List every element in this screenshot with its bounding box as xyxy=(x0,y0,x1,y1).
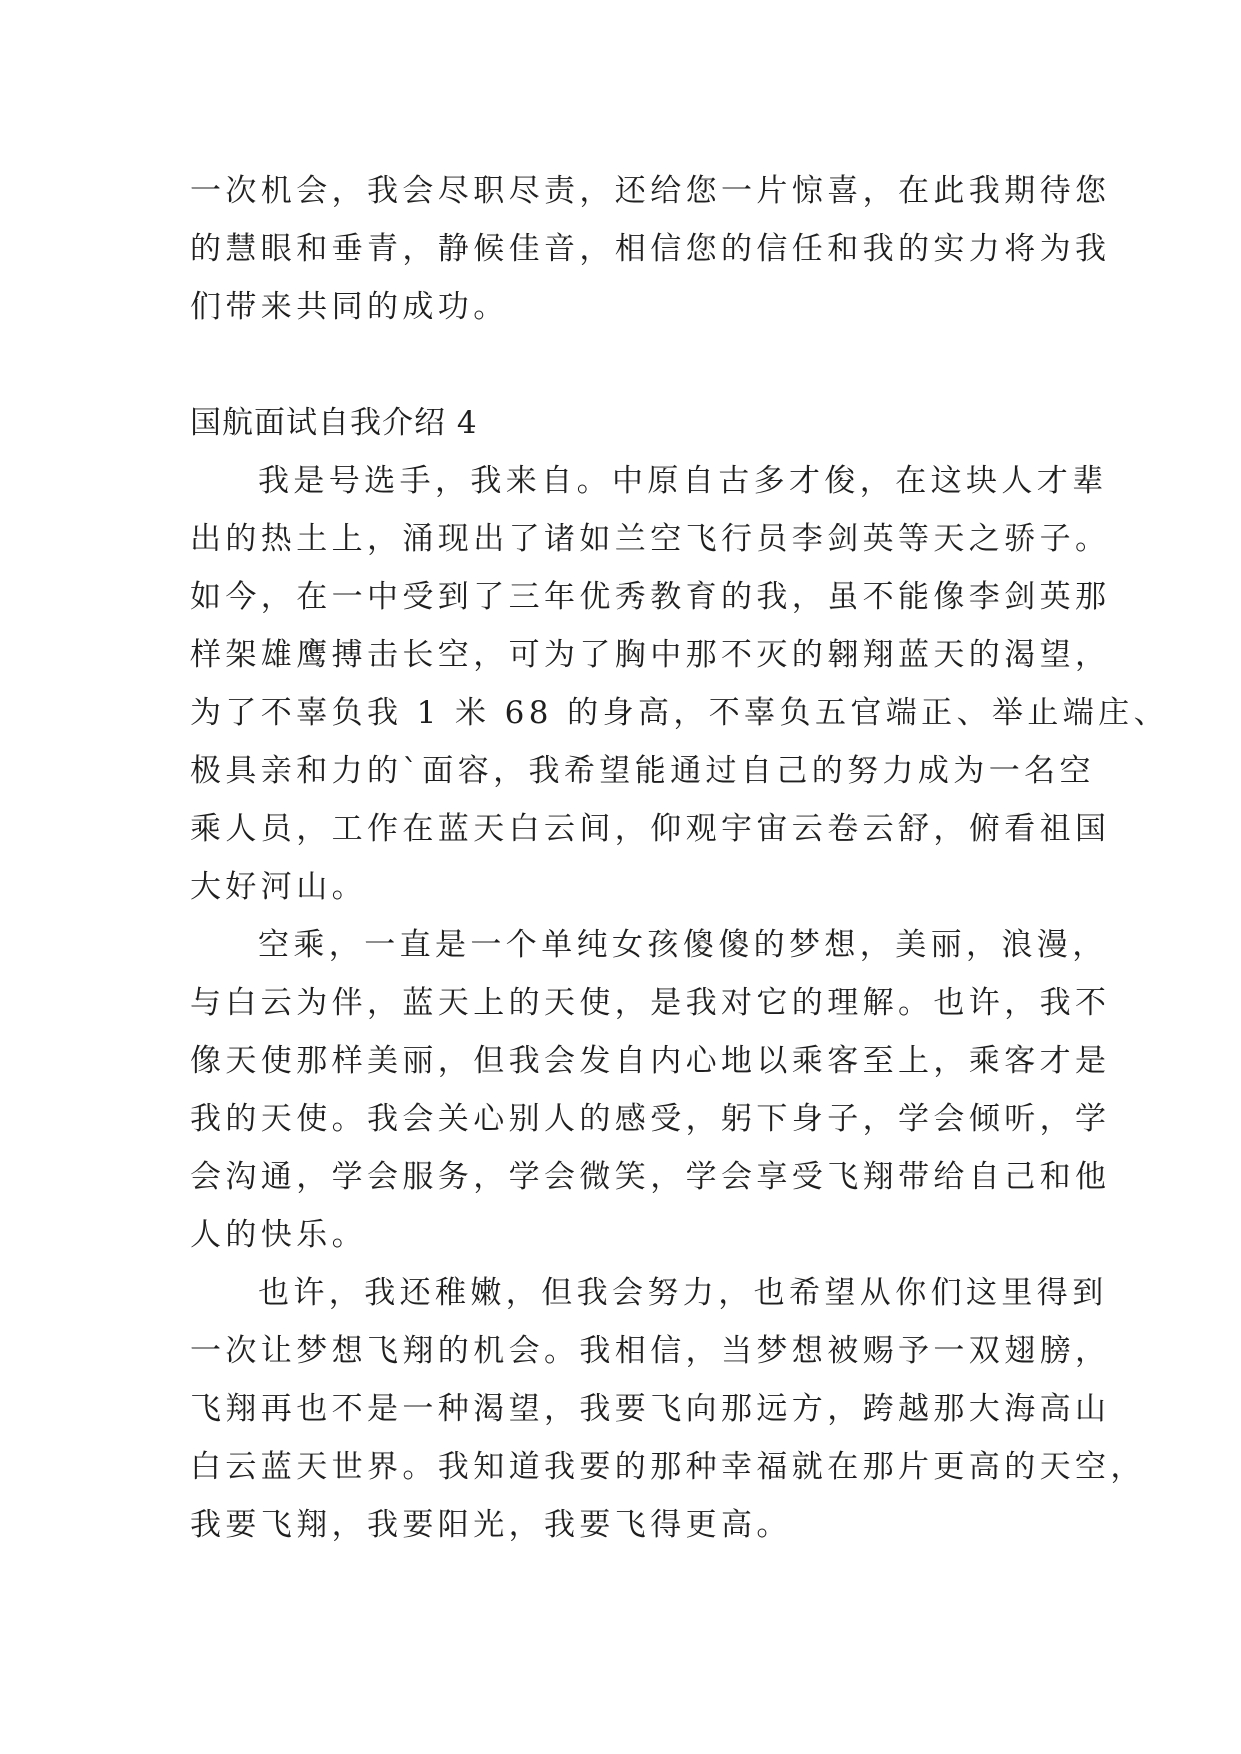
paragraph-1 xyxy=(190,452,1169,916)
intro-paragraph xyxy=(190,162,1111,336)
paragraph-2 xyxy=(190,916,1111,1264)
text-line: 我要飞翔，我要阳光，我要飞得更高。 xyxy=(190,1507,792,1543)
text-line: 我的天使。我会关心别人的感受，躬下身子，学会倾听，学 xyxy=(190,1101,1111,1137)
section-title: 国航面试自我介绍 4 xyxy=(190,405,478,441)
text-line: 出的热土上，涌现出了诸如兰空飞行员李剑英等天之骄子。 xyxy=(190,521,1111,557)
text-line: 人的快乐。 xyxy=(190,1217,367,1253)
text-line: 会沟通，学会服务，学会微笑，学会享受飞翔带给自己和他 xyxy=(190,1159,1111,1195)
text-line: 白云蓝天世界。我知道我要的那种幸福就在那片更高的天空， xyxy=(190,1449,1146,1485)
text-line: 为了不辜负我 1 米 68 的身高，不辜负五官端正、举止端庄、 xyxy=(190,695,1169,731)
text-line: 飞翔再也不是一种渴望，我要飞向那远方，跨越那大海高山 xyxy=(190,1391,1111,1427)
text-line: 像天使那样美丽，但我会发自内心地以乘客至上，乘客才是 xyxy=(190,1043,1111,1079)
text-line: 们带来共同的成功。 xyxy=(190,289,509,325)
text-line: 大好河山。 xyxy=(190,869,367,905)
paragraph-3 xyxy=(190,1264,1146,1554)
text-line: 如今，在一中受到了三年优秀教育的我，虽不能像李剑英那 xyxy=(190,579,1111,615)
text-line: 与白云为伴，蓝天上的天使，是我对它的理解。也许，我不 xyxy=(190,985,1111,1021)
document-body xyxy=(190,162,1169,1554)
text-line: 一次机会，我会尽职尽责，还给您一片惊喜，在此我期待您 xyxy=(190,173,1111,209)
text-line: 的慧眼和垂青，静候佳音，相信您的信任和我的实力将为我 xyxy=(190,231,1111,267)
text-line: 乘人员，工作在蓝天白云间，仰观宇宙云卷云舒，俯看祖国 xyxy=(190,811,1111,847)
text-line: 也许，我还稚嫩，但我会努力，也希望从你们这里得到 xyxy=(258,1275,1108,1311)
text-line: 极具亲和力的`面容，我希望能通过自己的努力成为一名空 xyxy=(190,753,1095,789)
text-line: 空乘，一直是一个单纯女孩傻傻的梦想，美丽，浪漫， xyxy=(258,927,1108,963)
text-line: 我是号选手，我来自。中原自古多才俊，在这块人才辈 xyxy=(258,463,1108,499)
text-line: 一次让梦想飞翔的机会。我相信，当梦想被赐予一双翅膀， xyxy=(190,1333,1111,1369)
text-line: 样架雄鹰搏击长空，可为了胸中那不灭的翱翔蓝天的渴望， xyxy=(190,637,1111,673)
